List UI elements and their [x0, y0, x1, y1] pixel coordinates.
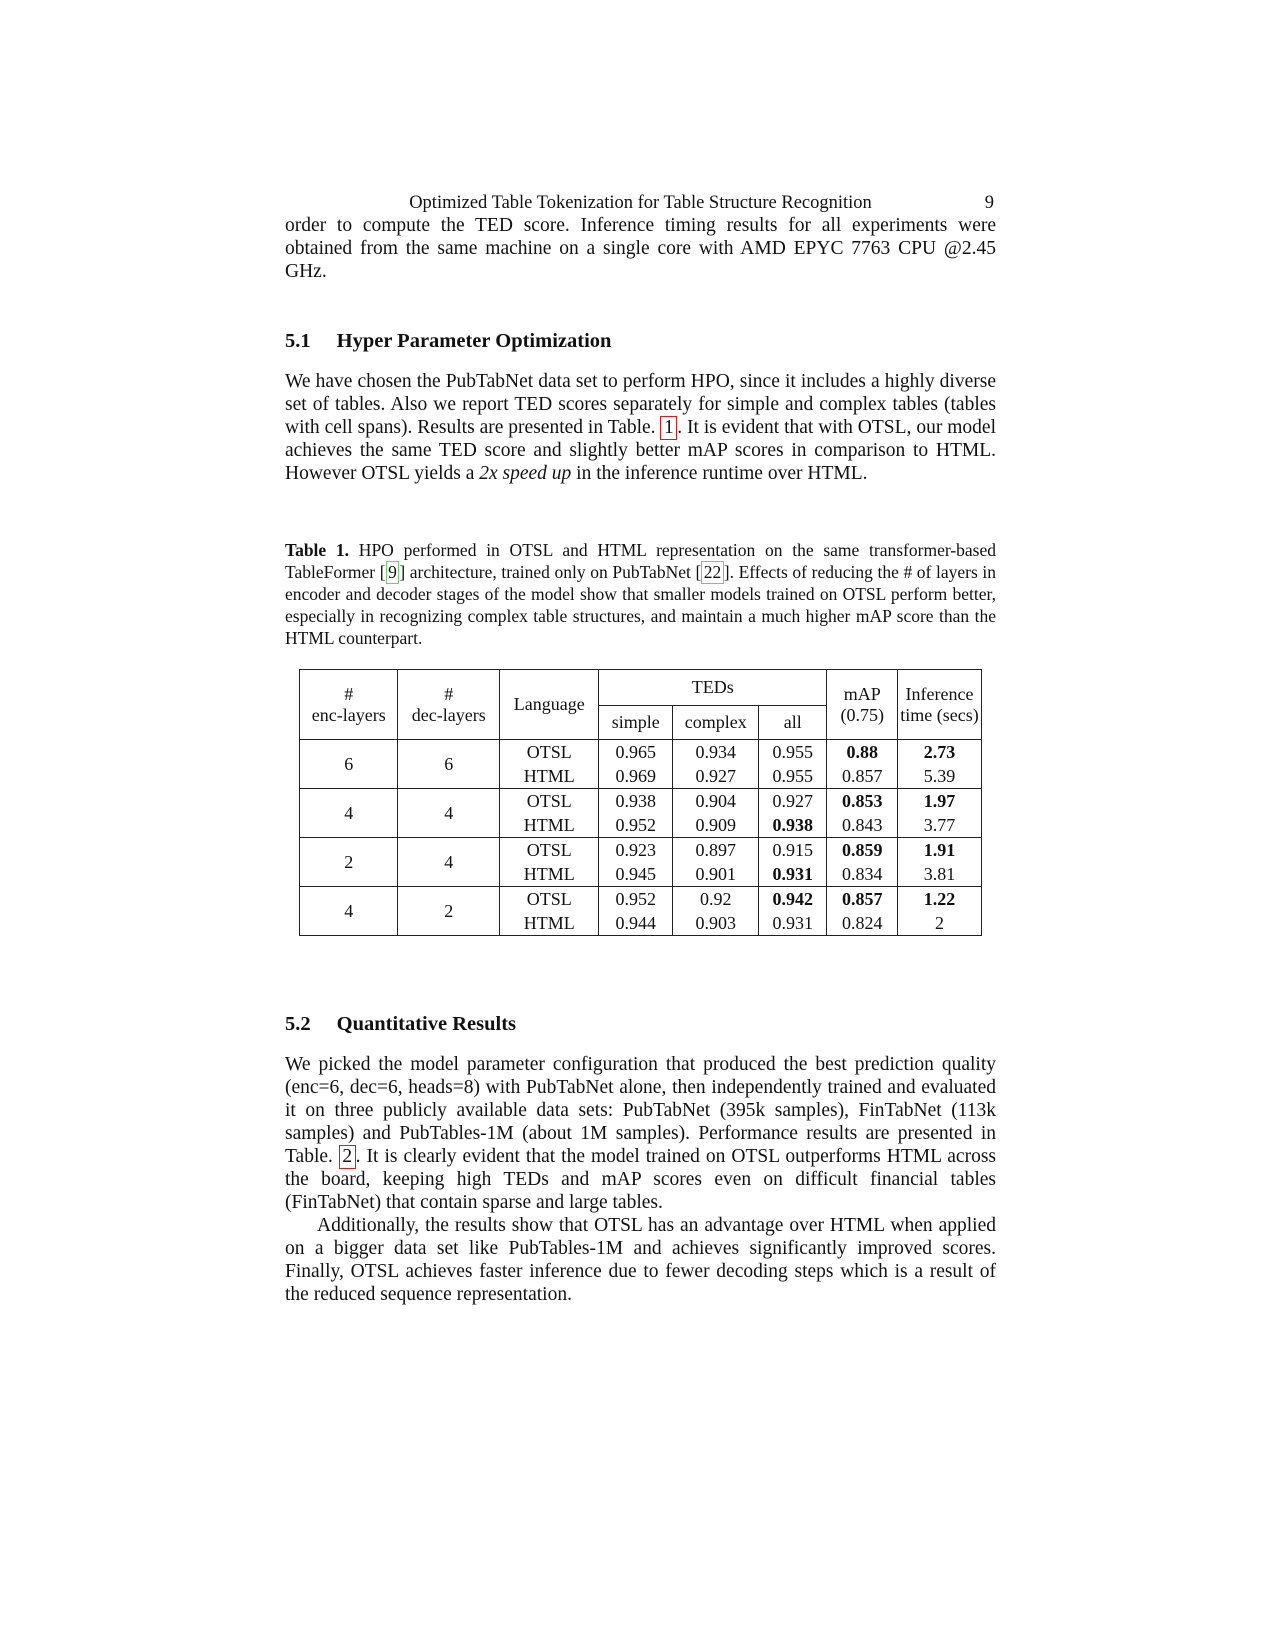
cell-lang: HTML [500, 764, 599, 789]
cell-lang: HTML [500, 862, 599, 887]
text-segment: in the inference runtime over HTML. [571, 463, 868, 484]
text-column [285, 0, 996, 1306]
section-heading-5-2 [285, 1012, 996, 1036]
text-segment: ]. Effects of reducing the # of layers in encoder and decoder stages of the model show that smaller models trained on OTSL perform better, especially in recognizing complex table structures, and maintain a much higher mAP score than the HTML counterpart. [285, 562, 996, 648]
table-row [300, 789, 981, 814]
cell-lang: OTSL [500, 789, 599, 814]
cell-time: 3.81 [898, 862, 981, 887]
cell-complex: 0.909 [673, 813, 759, 838]
table1-caption [285, 539, 996, 649]
cell-simple: 0.923 [599, 838, 673, 863]
header-teds-complex: complex [673, 706, 759, 740]
text-segment: order to compute the TED score. Inference timing results for all experiments were obtained from the same machine on a single core with AMD EPYC 7763 CPU @2.45 GHz. [285, 215, 996, 282]
citation-link[interactable]: 22 [701, 561, 724, 584]
header-language: Language [500, 670, 599, 740]
paragraph-5-2-a [285, 1053, 996, 1214]
cell-lang: OTSL [500, 887, 599, 912]
text-segment: We have chosen the PubTabNet data set to perform HPO, since it includes a highly diverse set of tables. Also we report TED scores separately for simple and complex tables (tables with cell spans). Results are presented in Table. [285, 371, 996, 438]
cell-all: 0.927 [759, 789, 827, 814]
cell-map: 0.859 [827, 838, 898, 863]
cell-lang: OTSL [500, 838, 599, 863]
cell-map: 0.857 [827, 887, 898, 912]
cell-map: 0.857 [827, 764, 898, 789]
header-map: mAP (0.75) [827, 670, 898, 740]
cell-simple: 0.944 [599, 911, 673, 936]
cell-time: 2.73 [898, 740, 981, 765]
text-segment: We picked the model parameter configuration that produced the best prediction quality (enc=6, dec=6, heads=8) with PubTabNet alone, then independently trained and evaluated it on three publicly available data sets: PubTabNet (395k samples), FinTabNet (113k samples) and PubTables-1M (about 1M samples). Performance results are presented in Table. [285, 1054, 996, 1167]
text-segment: 2x speed up [479, 463, 572, 484]
cell-all: 0.931 [759, 862, 827, 887]
cell-enc-layers: 4 [300, 887, 398, 936]
cell-time: 2 [898, 911, 981, 936]
table-row [300, 887, 981, 912]
cell-time: 1.97 [898, 789, 981, 814]
cell-complex: 0.92 [673, 887, 759, 912]
cell-lang: HTML [500, 813, 599, 838]
citation-link[interactable]: 9 [386, 561, 400, 584]
cell-complex: 0.901 [673, 862, 759, 887]
cell-enc-layers: 2 [300, 838, 398, 887]
header-teds-simple: simple [599, 706, 673, 740]
header-enc-layers: # enc-layers [300, 670, 398, 740]
cell-simple: 0.965 [599, 740, 673, 765]
paragraph-intro [285, 214, 996, 283]
cell-all: 0.955 [759, 740, 827, 765]
text-segment: ] architecture, trained only on PubTabNet [ [399, 562, 702, 582]
cell-map: 0.88 [827, 740, 898, 765]
cell-simple: 0.952 [599, 887, 673, 912]
cell-complex: 0.903 [673, 911, 759, 936]
cell-time: 3.77 [898, 813, 981, 838]
cell-simple: 0.945 [599, 862, 673, 887]
text-segment: . It is clearly evident that the model trained on OTSL outperforms HTML across the board, keeping high TEDs and mAP scores even on difficult financial tables (FinTabNet) that contain sparse and large tables. [285, 1146, 997, 1213]
cell-dec-layers: 2 [398, 887, 500, 936]
cell-all: 0.955 [759, 764, 827, 789]
cell-simple: 0.938 [599, 789, 673, 814]
header-teds-all: all [759, 706, 827, 740]
header-dec-layers: # dec-layers [398, 670, 500, 740]
table-ref-link[interactable]: 1 [660, 416, 677, 440]
running-head-title: Optimized Table Tokenization for Table Structure Recognition [409, 193, 872, 213]
cell-map: 0.843 [827, 813, 898, 838]
text-segment: . It is evident that with OTSL, our model achieves the same TED score and slightly better mAP scores in comparison to HTML. However OTSL yields a [285, 417, 996, 484]
section-title: Quantitative Results [336, 1013, 516, 1035]
cell-map: 0.853 [827, 789, 898, 814]
cell-simple: 0.952 [599, 813, 673, 838]
cell-complex: 0.927 [673, 764, 759, 789]
text-segment: HPO performed in OTSL and HTML representation on the same transformer-based TableFormer [ [285, 540, 996, 582]
cell-complex: 0.904 [673, 789, 759, 814]
cell-enc-layers: 6 [300, 740, 398, 789]
section-number: 5.2 [285, 1013, 311, 1035]
section-number: 5.1 [285, 330, 311, 352]
cell-time: 5.39 [898, 764, 981, 789]
cell-dec-layers: 4 [398, 838, 500, 887]
cell-time: 1.22 [898, 887, 981, 912]
results-table [299, 669, 981, 936]
running-head [285, 192, 996, 214]
table-row [300, 740, 981, 765]
cell-dec-layers: 4 [398, 789, 500, 838]
cell-all: 0.942 [759, 887, 827, 912]
cell-all: 0.938 [759, 813, 827, 838]
paragraph-5-2-b [285, 1214, 996, 1306]
section-title: Hyper Parameter Optimization [336, 330, 612, 352]
text-segment: Table 1. [285, 540, 350, 560]
table-row [300, 838, 981, 863]
cell-time: 1.91 [898, 838, 981, 863]
cell-lang: OTSL [500, 740, 599, 765]
cell-simple: 0.969 [599, 764, 673, 789]
section-heading-5-1 [285, 329, 996, 353]
cell-map: 0.834 [827, 862, 898, 887]
cell-complex: 0.897 [673, 838, 759, 863]
text-segment: Additionally, the results show that OTSL has an advantage over HTML when applied on a bigger data set like PubTables-1M and achieves significantly improved scores. Finally, OTSL achieves faster inference due to fewer decoding steps which is a result of the reduced sequence representation. [285, 1215, 996, 1305]
cell-map: 0.824 [827, 911, 898, 936]
table-ref-link[interactable]: 2 [339, 1145, 356, 1169]
cell-enc-layers: 4 [300, 789, 398, 838]
cell-all: 0.915 [759, 838, 827, 863]
cell-dec-layers: 6 [398, 740, 500, 789]
page-number: 9 [984, 193, 994, 213]
header-teds-group: TEDs [599, 670, 827, 706]
cell-all: 0.931 [759, 911, 827, 936]
header-inference-time: Inference time (secs) [898, 670, 981, 740]
cell-lang: HTML [500, 911, 599, 936]
paragraph-5-1 [285, 370, 996, 485]
cell-complex: 0.934 [673, 740, 759, 765]
